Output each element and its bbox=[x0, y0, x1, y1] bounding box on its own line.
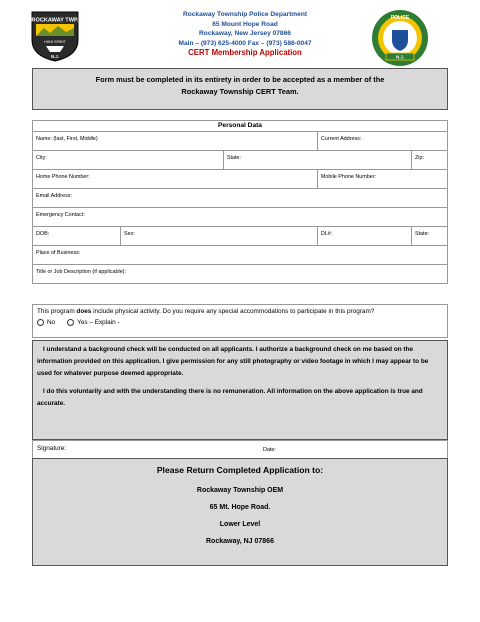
state-field[interactable]: State: bbox=[223, 151, 411, 170]
place-of-business-field[interactable]: Place of Business: bbox=[33, 246, 448, 265]
police-emblem bbox=[370, 8, 430, 68]
job-title-field[interactable]: Title or Job Description (if applicable): bbox=[33, 265, 448, 284]
agreement-paragraph-1: I understand a background check will be conducted on all applicants. I authorize a background check on me based on the information provided on this application. I give permission for any still photography or video footage in which I may appear to be used for whatever purpose deemed appropriate. bbox=[37, 346, 429, 378]
home-phone-field[interactable]: Home Phone Number: bbox=[33, 170, 318, 189]
city-address: Rockaway, New Jersey 07866 bbox=[199, 30, 291, 38]
letterhead bbox=[0, 6, 480, 64]
zip-field[interactable]: Zip: bbox=[411, 151, 447, 170]
license-state-field[interactable]: State: bbox=[412, 227, 448, 246]
drivers-license-field[interactable]: DL#: bbox=[317, 227, 411, 246]
logo-left-line2: HIGH SPIRIT bbox=[44, 40, 66, 44]
department-name: Rockaway Township Police Department bbox=[182, 11, 308, 18]
email-field[interactable]: Email Address: bbox=[33, 189, 448, 208]
agreement-paragraph-2: I do this voluntarily and with the understanding there is no remuneration. All information on the above application is true and accurate. bbox=[37, 387, 423, 407]
rockaway-township-logo bbox=[28, 10, 82, 62]
completion-notice bbox=[32, 68, 448, 110]
date-label: Date: bbox=[263, 447, 276, 453]
emergency-contact-field[interactable]: Emergency Contact: bbox=[33, 208, 448, 227]
return-title: Please Return Completed Application to: bbox=[156, 465, 324, 475]
no-label: No bbox=[47, 319, 56, 326]
city-field[interactable]: City: bbox=[33, 151, 224, 170]
sex-field[interactable]: Sex: bbox=[121, 227, 318, 246]
yes-explain-label: Yes – Explain - bbox=[77, 319, 120, 326]
notice-line-2: Rockaway Township CERT Team. bbox=[181, 86, 299, 96]
logo-left-line3: N.J. bbox=[50, 54, 60, 59]
return-address-box bbox=[32, 458, 448, 566]
physical-activity-question bbox=[32, 304, 448, 338]
mobile-phone-field[interactable]: Mobile Phone Number: bbox=[317, 170, 447, 189]
personal-data-table bbox=[32, 120, 448, 284]
return-line-3: Lower Level bbox=[219, 521, 261, 528]
name-field[interactable]: Name: (last, First, Middle) bbox=[33, 132, 318, 151]
street-address: 65 Mount Hope Road bbox=[212, 20, 278, 28]
yes-radio[interactable] bbox=[67, 319, 74, 326]
return-line-4: Rockaway, NJ 07866 bbox=[206, 538, 274, 545]
activity-question-text: This program does include physical activity. Do you require any special accommodations to participate in this program? bbox=[37, 308, 375, 315]
current-address-field[interactable]: Current Address: bbox=[317, 132, 447, 151]
personal-data-title: Personal Data bbox=[33, 121, 448, 132]
signature-label: Signature: bbox=[37, 445, 67, 452]
department-address-block bbox=[120, 10, 370, 58]
right-logo-banner-text: N.J. bbox=[395, 54, 405, 60]
application-title: CERT Membership Application bbox=[188, 48, 302, 58]
return-line-1: Rockaway Township OEM bbox=[196, 487, 284, 494]
notice-line-1: Form must be completed in its entirety in order to be accepted as a member of the bbox=[95, 75, 385, 84]
dob-field[interactable]: DOB: bbox=[33, 227, 121, 246]
background-check-agreement bbox=[32, 340, 448, 440]
no-radio[interactable] bbox=[37, 319, 44, 326]
return-line-2: 65 Mt. Hope Road. bbox=[209, 504, 271, 511]
logo-left-line1: ROCKAWAY TWP. bbox=[31, 17, 79, 24]
right-logo-ring-text: POLICE bbox=[390, 15, 410, 21]
phone-fax: Main – (973) 625-4000 Fax – (973) 586-0047 bbox=[178, 39, 312, 47]
